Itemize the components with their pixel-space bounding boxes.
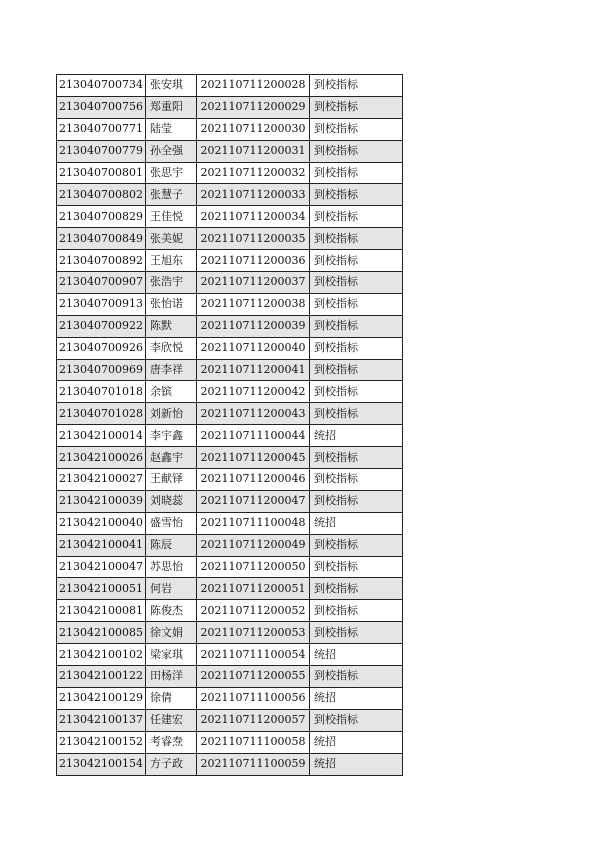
- student-name-cell: 张美妮: [146, 228, 197, 250]
- admission-table-body: [57, 75, 403, 776]
- table-row: [57, 600, 403, 622]
- registration-number-cell: 202110711200057: [197, 709, 310, 731]
- table-row: [57, 140, 403, 162]
- admission-table: [56, 74, 403, 776]
- table-row: [57, 293, 403, 315]
- admission-type-cell: 到校指标: [310, 75, 403, 97]
- admission-type-cell: 到校指标: [310, 293, 403, 315]
- admission-type-cell: 到校指标: [310, 709, 403, 731]
- admission-type-cell: 到校指标: [310, 162, 403, 184]
- exam-number-cell: 213042100122: [57, 666, 146, 688]
- exam-number-cell: 213042100041: [57, 534, 146, 556]
- table-row: [57, 337, 403, 359]
- table-row: [57, 272, 403, 294]
- admission-type-cell: 到校指标: [310, 666, 403, 688]
- student-name-cell: 张慧子: [146, 184, 197, 206]
- table-row: [57, 381, 403, 403]
- student-name-cell: 余镔: [146, 381, 197, 403]
- registration-number-cell: 202110711200038: [197, 293, 310, 315]
- table-row: [57, 184, 403, 206]
- exam-number-cell: 213042100026: [57, 447, 146, 469]
- admission-type-cell: 到校指标: [310, 359, 403, 381]
- registration-number-cell: 202110711200051: [197, 578, 310, 600]
- registration-number-cell: 202110711100044: [197, 425, 310, 447]
- table-row: [57, 578, 403, 600]
- registration-number-cell: 202110711200034: [197, 206, 310, 228]
- registration-number-cell: 202110711200030: [197, 118, 310, 140]
- registration-number-cell: 202110711200053: [197, 622, 310, 644]
- student-name-cell: 张浩宇: [146, 272, 197, 294]
- exam-number-cell: 213040700771: [57, 118, 146, 140]
- table-row: [57, 622, 403, 644]
- table-row: [57, 731, 403, 753]
- admission-type-cell: 统招: [310, 731, 403, 753]
- admission-type-cell: 统招: [310, 687, 403, 709]
- student-name-cell: 何岩: [146, 578, 197, 600]
- admission-type-cell: 统招: [310, 425, 403, 447]
- exam-number-cell: 213042100051: [57, 578, 146, 600]
- admission-type-cell: 到校指标: [310, 96, 403, 118]
- exam-number-cell: 213042100137: [57, 709, 146, 731]
- exam-number-cell: 213040700849: [57, 228, 146, 250]
- admission-type-cell: 到校指标: [310, 600, 403, 622]
- admission-type-cell: 到校指标: [310, 447, 403, 469]
- exam-number-cell: 213042100040: [57, 512, 146, 534]
- admission-type-cell: 到校指标: [310, 469, 403, 491]
- exam-number-cell: 213040700969: [57, 359, 146, 381]
- admission-type-cell: 到校指标: [310, 272, 403, 294]
- registration-number-cell: 202110711100056: [197, 687, 310, 709]
- admission-type-cell: 到校指标: [310, 381, 403, 403]
- registration-number-cell: 202110711200035: [197, 228, 310, 250]
- table-row: [57, 315, 403, 337]
- table-row: [57, 753, 403, 775]
- table-row: [57, 425, 403, 447]
- registration-number-cell: 202110711200036: [197, 250, 310, 272]
- student-name-cell: 王献铎: [146, 469, 197, 491]
- table-row: [57, 490, 403, 512]
- student-name-cell: 郑重阳: [146, 96, 197, 118]
- student-name-cell: 刘新怡: [146, 403, 197, 425]
- admission-type-cell: 到校指标: [310, 403, 403, 425]
- exam-number-cell: 213042100081: [57, 600, 146, 622]
- admission-type-cell: 到校指标: [310, 490, 403, 512]
- table-row: [57, 556, 403, 578]
- registration-number-cell: 202110711200049: [197, 534, 310, 556]
- table-row: [57, 709, 403, 731]
- exam-number-cell: 213042100085: [57, 622, 146, 644]
- student-name-cell: 王旭东: [146, 250, 197, 272]
- admission-type-cell: 统招: [310, 644, 403, 666]
- exam-number-cell: 213040700922: [57, 315, 146, 337]
- registration-number-cell: 202110711100054: [197, 644, 310, 666]
- registration-number-cell: 202110711200033: [197, 184, 310, 206]
- exam-number-cell: 213042100047: [57, 556, 146, 578]
- registration-number-cell: 202110711100059: [197, 753, 310, 775]
- registration-number-cell: 202110711200052: [197, 600, 310, 622]
- exam-number-cell: 213042100154: [57, 753, 146, 775]
- registration-number-cell: 202110711200040: [197, 337, 310, 359]
- registration-number-cell: 202110711200046: [197, 469, 310, 491]
- table-row: [57, 469, 403, 491]
- table-row: [57, 162, 403, 184]
- admission-type-cell: 到校指标: [310, 534, 403, 556]
- table-row: [57, 447, 403, 469]
- student-name-cell: 王佳悦: [146, 206, 197, 228]
- admission-type-cell: 到校指标: [310, 250, 403, 272]
- table-row: [57, 228, 403, 250]
- student-name-cell: 李欣悦: [146, 337, 197, 359]
- student-name-cell: 刘晓蕊: [146, 490, 197, 512]
- admission-type-cell: 到校指标: [310, 556, 403, 578]
- admission-type-cell: 到校指标: [310, 206, 403, 228]
- table-row: [57, 644, 403, 666]
- registration-number-cell: 202110711200045: [197, 447, 310, 469]
- student-name-cell: 张安琪: [146, 75, 197, 97]
- admission-type-cell: 统招: [310, 753, 403, 775]
- exam-number-cell: 213042100152: [57, 731, 146, 753]
- student-name-cell: 陆莹: [146, 118, 197, 140]
- student-name-cell: 陈默: [146, 315, 197, 337]
- admission-type-cell: 到校指标: [310, 337, 403, 359]
- exam-number-cell: 213040701018: [57, 381, 146, 403]
- exam-number-cell: 213040700801: [57, 162, 146, 184]
- table-row: [57, 118, 403, 140]
- registration-number-cell: 202110711200037: [197, 272, 310, 294]
- student-name-cell: 孙全强: [146, 140, 197, 162]
- student-name-cell: 赵鑫宇: [146, 447, 197, 469]
- registration-number-cell: 202110711200039: [197, 315, 310, 337]
- registration-number-cell: 202110711200043: [197, 403, 310, 425]
- exam-number-cell: 213042100129: [57, 687, 146, 709]
- table-row: [57, 75, 403, 97]
- table-row: [57, 403, 403, 425]
- table-row: [57, 359, 403, 381]
- student-name-cell: 方子政: [146, 753, 197, 775]
- registration-number-cell: 202110711200031: [197, 140, 310, 162]
- student-name-cell: 徐文娟: [146, 622, 197, 644]
- student-name-cell: 李宇鑫: [146, 425, 197, 447]
- admission-type-cell: 到校指标: [310, 578, 403, 600]
- exam-number-cell: 213042100102: [57, 644, 146, 666]
- student-name-cell: 考睿焘: [146, 731, 197, 753]
- exam-number-cell: 213040700756: [57, 96, 146, 118]
- exam-number-cell: 213042100039: [57, 490, 146, 512]
- student-name-cell: 张怡诺: [146, 293, 197, 315]
- student-name-cell: 盛雪怡: [146, 512, 197, 534]
- table-row: [57, 96, 403, 118]
- table-row: [57, 250, 403, 272]
- registration-number-cell: 202110711100048: [197, 512, 310, 534]
- exam-number-cell: 213042100014: [57, 425, 146, 447]
- table-row: [57, 206, 403, 228]
- registration-number-cell: 202110711200028: [197, 75, 310, 97]
- table-row: [57, 666, 403, 688]
- exam-number-cell: 213040700913: [57, 293, 146, 315]
- registration-number-cell: 202110711100058: [197, 731, 310, 753]
- student-name-cell: 梁家琪: [146, 644, 197, 666]
- student-name-cell: 陈辰: [146, 534, 197, 556]
- student-name-cell: 田杨洋: [146, 666, 197, 688]
- exam-number-cell: 213040700802: [57, 184, 146, 206]
- admission-type-cell: 到校指标: [310, 622, 403, 644]
- exam-number-cell: 213040700734: [57, 75, 146, 97]
- registration-number-cell: 202110711200029: [197, 96, 310, 118]
- exam-number-cell: 213040700907: [57, 272, 146, 294]
- student-name-cell: 徐倩: [146, 687, 197, 709]
- student-name-cell: 唐李祥: [146, 359, 197, 381]
- exam-number-cell: 213040700926: [57, 337, 146, 359]
- admission-type-cell: 到校指标: [310, 228, 403, 250]
- registration-number-cell: 202110711200055: [197, 666, 310, 688]
- exam-number-cell: 213040701028: [57, 403, 146, 425]
- student-name-cell: 任建宏: [146, 709, 197, 731]
- exam-number-cell: 213040700779: [57, 140, 146, 162]
- admission-type-cell: 到校指标: [310, 184, 403, 206]
- registration-number-cell: 202110711200047: [197, 490, 310, 512]
- registration-number-cell: 202110711200041: [197, 359, 310, 381]
- table-row: [57, 687, 403, 709]
- student-name-cell: 陈俊杰: [146, 600, 197, 622]
- exam-number-cell: 213040700892: [57, 250, 146, 272]
- admission-type-cell: 到校指标: [310, 118, 403, 140]
- student-name-cell: 苏思怡: [146, 556, 197, 578]
- registration-number-cell: 202110711200050: [197, 556, 310, 578]
- table-row: [57, 534, 403, 556]
- admission-type-cell: 到校指标: [310, 140, 403, 162]
- registration-number-cell: 202110711200032: [197, 162, 310, 184]
- admission-type-cell: 到校指标: [310, 315, 403, 337]
- exam-number-cell: 213040700829: [57, 206, 146, 228]
- exam-number-cell: 213042100027: [57, 469, 146, 491]
- student-name-cell: 张思宇: [146, 162, 197, 184]
- registration-number-cell: 202110711200042: [197, 381, 310, 403]
- admission-type-cell: 统招: [310, 512, 403, 534]
- table-row: [57, 512, 403, 534]
